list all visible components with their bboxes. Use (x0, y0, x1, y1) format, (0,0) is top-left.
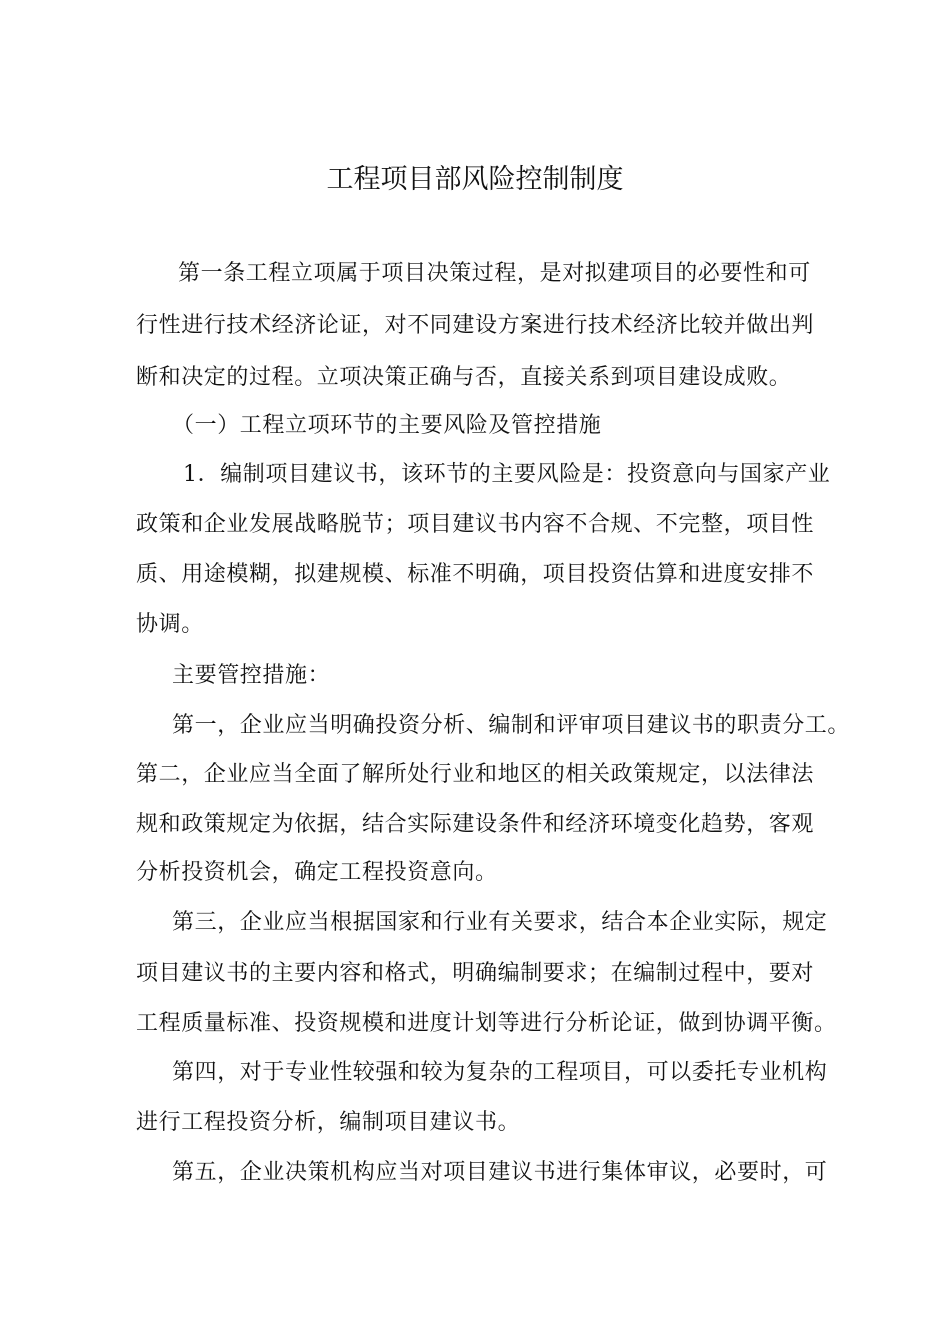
paragraph-line: 第三，企业应当根据国家和行业有关要求，结合本企业实际，规定 (172, 910, 828, 935)
subsection-heading: 主要管控措施： (172, 663, 331, 688)
paragraph-line: 第一条工程立项属于项目决策过程，是对拟建项目的必要性和可 (178, 261, 811, 286)
paragraph-line: 政策和企业发展战略脱节；项目建议书内容不合规、不完整，项目性 (136, 512, 815, 537)
paragraph-line: 质、用途模糊，拟建规模、标准不明确，项目投资估算和进度安排不 (136, 562, 815, 587)
paragraph-line: 1．编制项目建议书，该环节的主要风险是：投资意向与国家产业 (183, 462, 831, 487)
paragraph-line: 断和决定的过程。立项决策正确与否，直接关系到项目建设成败。 (136, 365, 792, 390)
paragraph-line: 第一，企业应当明确投资分析、编制和评审项目建议书的职责分工。 (172, 713, 851, 738)
paragraph-line: 协调。 (136, 612, 204, 637)
document-title: 工程项目部风险控制制度 (326, 164, 624, 195)
paragraph-line: 第二，企业应当全面了解所处行业和地区的相关政策规定，以法律法 (136, 762, 815, 787)
paragraph-line: 进行工程投资分析，编制项目建议书。 (136, 1110, 521, 1135)
paragraph-line: 工程质量标准、投资规模和进度计划等进行分析论证，做到协调平衡。 (136, 1011, 837, 1036)
paragraph-line: 规和政策规定为依据，结合实际建设条件和经济环境变化趋势，客观 (136, 812, 815, 837)
paragraph-line: 项目建议书的主要内容和格式，明确编制要求；在编制过程中，要对 (136, 961, 815, 986)
section-heading: （一）工程立项环节的主要风险及管控措施 (172, 413, 602, 438)
paragraph-line: 第四，对于专业性较强和较为复杂的工程项目，可以委托专业机构 (172, 1060, 828, 1085)
paragraph-line: 分析投资机会，确定工程投资意向。 (136, 860, 498, 885)
paragraph-line: 行性进行技术经济论证，对不同建设方案进行技术经济比较并做出判 (136, 313, 815, 338)
paragraph-line: 第五，企业决策机构应当对项目建议书进行集体审议，必要时，可 (172, 1160, 828, 1185)
